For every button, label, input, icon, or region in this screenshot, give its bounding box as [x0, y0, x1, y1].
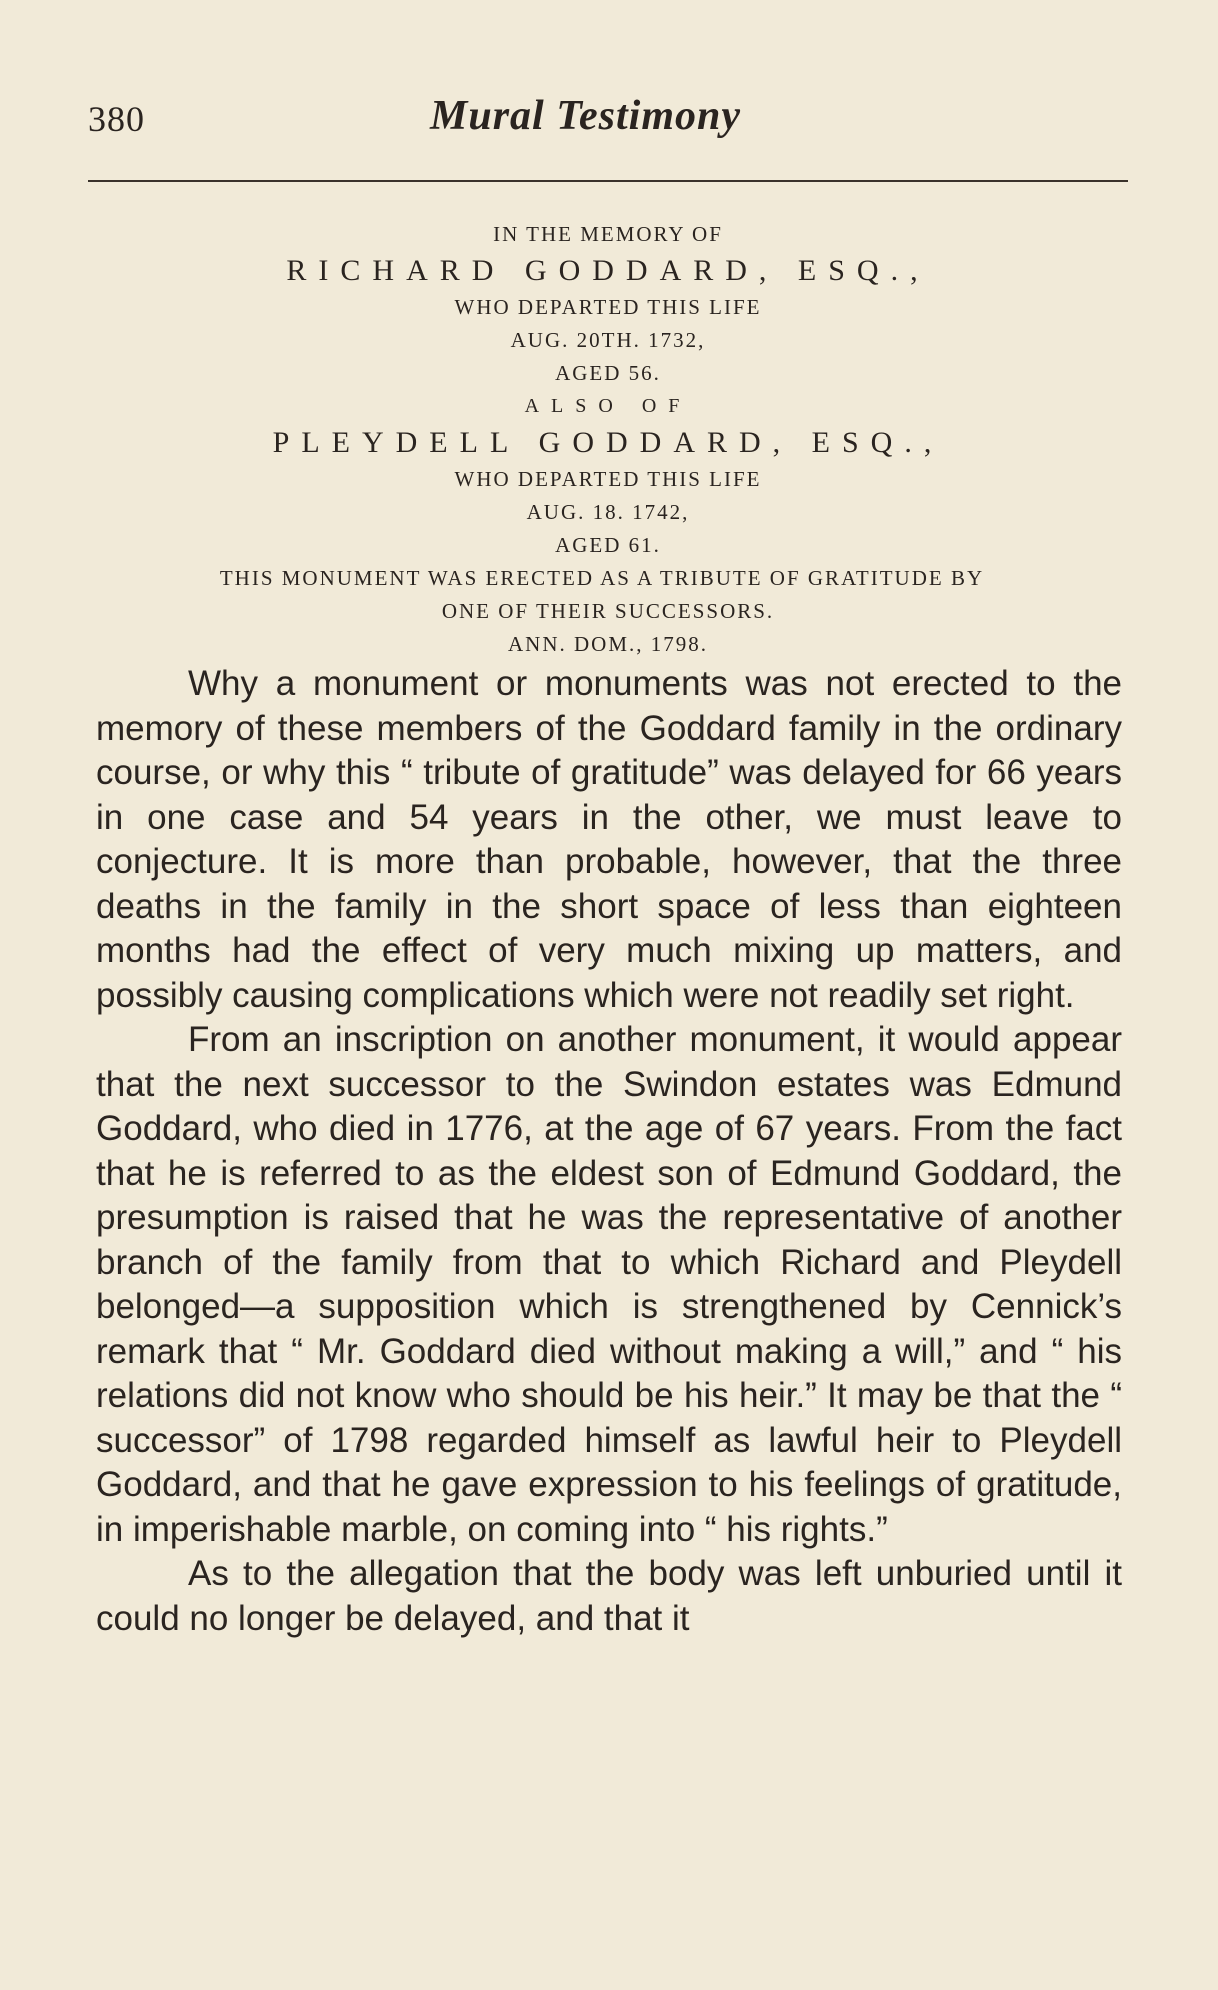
body-text	[96, 662, 1122, 1641]
inscription-line: AGED 61.	[555, 533, 661, 557]
inscription-line: ALSO OF	[524, 395, 692, 417]
header-rule	[88, 180, 1128, 182]
inscription-line: WHO DEPARTED THIS LIFE	[454, 295, 762, 319]
paragraph: From an inscription on another monument, it would appear that the next successor to the Swindon estates was Edmund Goddard, who died in 1776, at the age of 67 years. From the fact that he is referred to as the eldest son of Edmund Goddard, the presumption is raised that he was the representative of another branch of the family from that to which Richard and Pleydell belonged—a supposition which is strengthened by Cennick’s remark that “ Mr. Goddard died without making a will,” and “ his relations did not know who should be his heir.” It may be that the “ successor” of 1798 regarded himself as lawful heir to Pleydell Goddard, and that he gave expression to his feelings of gratitude, in imperishable marble, on coming into “ his rights.”	[96, 1020, 1122, 1549]
inscription-line: AUG. 18. 1742,	[526, 500, 690, 524]
inscription-line: IN THE MEMORY OF	[493, 222, 723, 246]
inscription-line: AGED 56.	[555, 361, 661, 385]
inscription-line: AUG. 20TH. 1732,	[510, 328, 706, 352]
monument-inscription	[88, 218, 1128, 661]
paragraph: As to the allegation that the body was left unburied until it could no longer be delayed, and that it	[96, 1554, 1122, 1638]
inscription-line: ONE OF THEIR SUCCESSORS.	[441, 599, 775, 623]
inscription-name-line: PLEYDELL GODDARD, ESQ.,	[272, 426, 944, 459]
inscription-name-line: RICHARD GODDARD, ESQ.,	[286, 254, 930, 287]
page-number: 380	[88, 99, 145, 139]
inscription-line: ANN. DOM., 1798.	[508, 632, 708, 656]
inscription-line: WHO DEPARTED THIS LIFE	[454, 467, 762, 491]
inscription-line: THIS MONUMENT WAS ERECTED AS A TRIBUTE OF GRATITUDE BY	[219, 566, 985, 590]
paragraph: Why a monument or monuments was not erected to the memory of these members of the Goddard family in the ordinary course, or why this “ tribute of gratitude” was delayed for 66 years in one case and 54 years in the other, we must leave to conjecture. It is more than probable, however, that the three deaths in the family in the short space of less than eighteen months had the effect of very much mixing up matters, and possibly causing complications which were not readily set right.	[96, 664, 1122, 1015]
running-head-title: Mural Testimony	[430, 93, 742, 139]
